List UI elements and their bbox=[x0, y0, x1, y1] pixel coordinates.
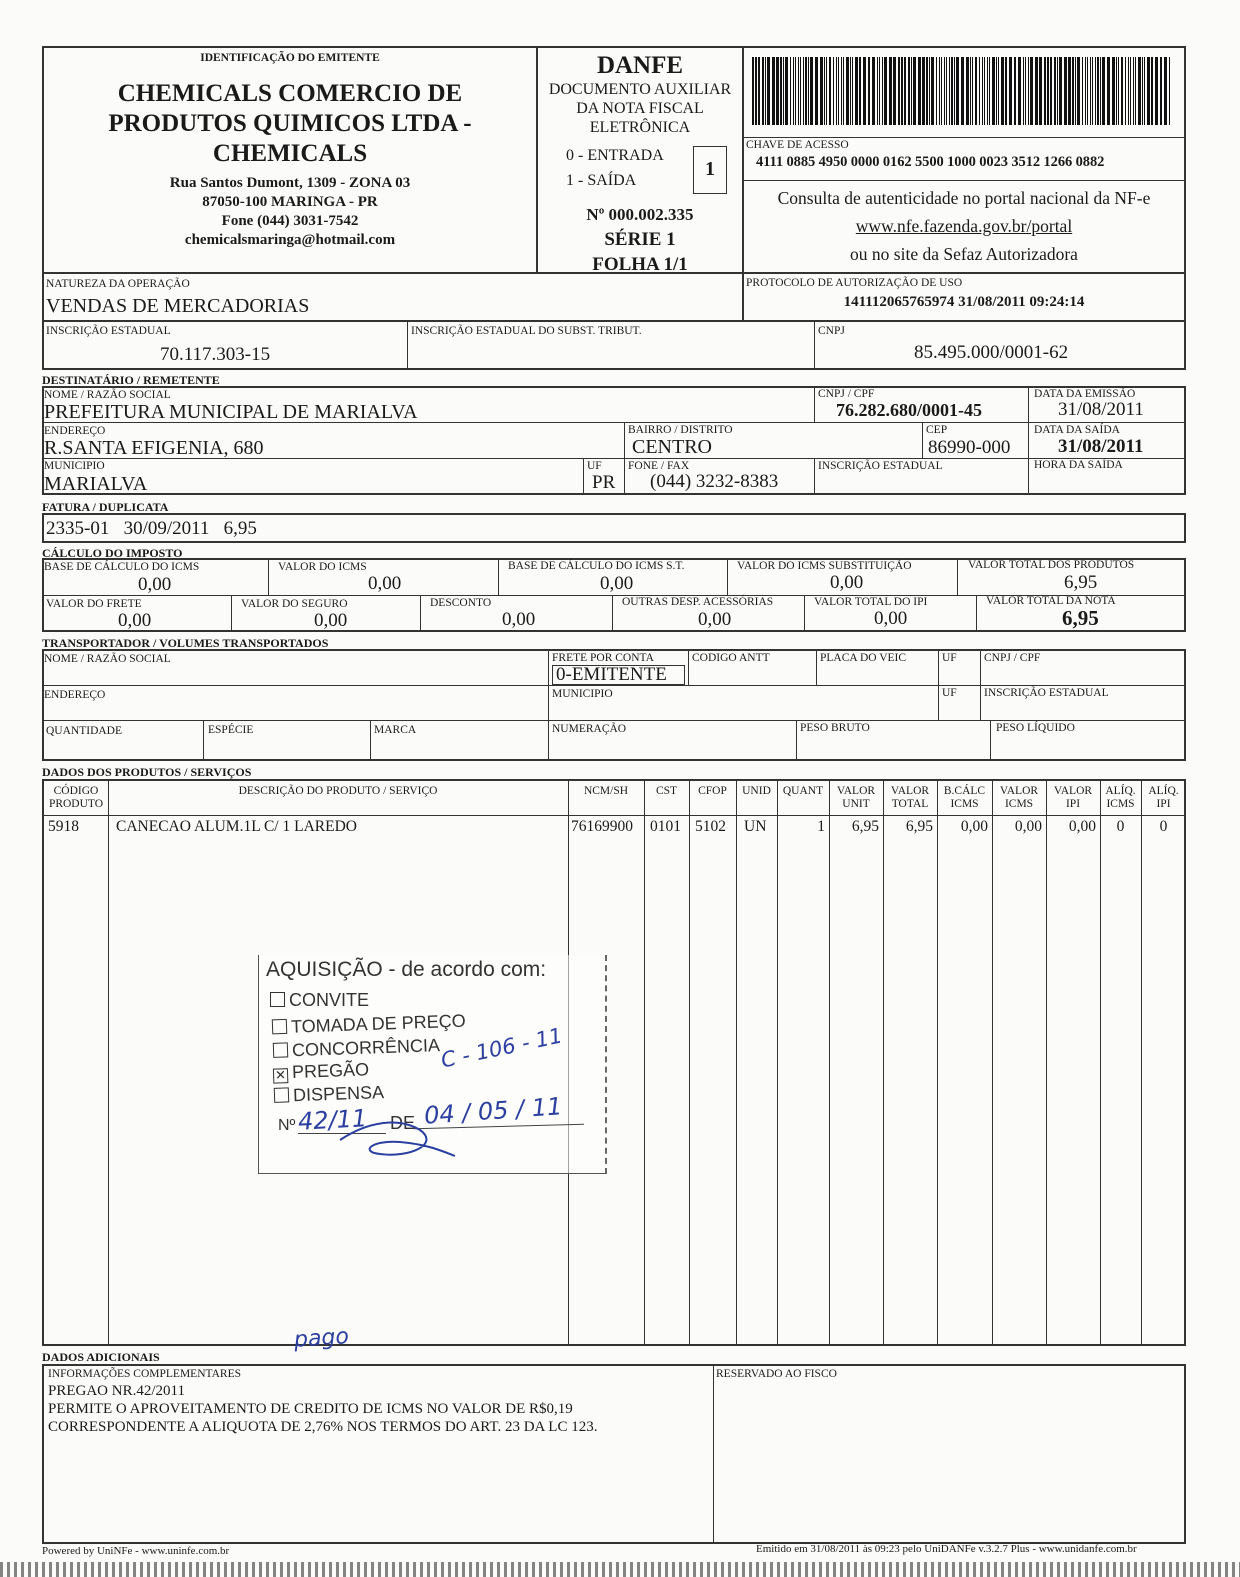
chave-consulta-2: ou no site da Sefaz Autorizadora bbox=[850, 244, 1078, 264]
barcode-bar bbox=[1030, 57, 1033, 125]
hand-note-pago: pago bbox=[293, 1324, 350, 1353]
barcode-bar bbox=[1100, 57, 1101, 125]
barcode-bar bbox=[1064, 57, 1067, 125]
barcode-bar bbox=[1087, 57, 1088, 125]
barcode-bar bbox=[772, 57, 775, 125]
barcode-bar bbox=[1059, 57, 1062, 125]
trans-marca-label: MARCA bbox=[374, 724, 417, 736]
barcode-bar bbox=[798, 57, 799, 125]
dest-hora-label: HORA DA SAÍDA bbox=[1034, 459, 1123, 471]
stamp-option-tomada: TOMADA DE PREÇO bbox=[272, 1011, 466, 1039]
cell-unid: UN bbox=[744, 818, 767, 835]
barcode-bar bbox=[931, 57, 934, 125]
barcode-bar bbox=[755, 57, 757, 125]
barcode-bar bbox=[1144, 57, 1145, 125]
barcode-bar bbox=[1025, 57, 1026, 125]
barcode-bar bbox=[961, 57, 964, 125]
cell-ncm: 76169900 bbox=[571, 818, 633, 835]
danfe-tipo-box: 1 bbox=[693, 146, 727, 194]
barcode-bar bbox=[904, 57, 906, 125]
barcode-bar bbox=[1075, 57, 1076, 125]
emitente-name-1: CHEMICALS COMERCIO DE bbox=[117, 80, 463, 107]
protocolo-label: PROTOCOLO DE AUTORIZAÇÃO DE USO bbox=[746, 277, 963, 289]
barcode-bar bbox=[972, 57, 973, 125]
outras: 0,00 bbox=[698, 609, 732, 630]
barcode-bar bbox=[979, 57, 980, 125]
barcode-bar bbox=[949, 57, 950, 125]
barcode-bar bbox=[1054, 57, 1056, 125]
ipi-label: VALOR TOTAL DO IPI bbox=[814, 596, 928, 608]
cell-valor-ipi: 0,00 bbox=[1068, 818, 1096, 835]
barcode-bar bbox=[824, 57, 825, 125]
trans-uf2-label: UF bbox=[942, 687, 957, 699]
seguro-label: VALOR DO SEGURO bbox=[241, 598, 348, 610]
total-nota: 6,95 bbox=[1062, 606, 1099, 630]
trans-quantidade-label: QUANTIDADE bbox=[46, 725, 123, 737]
trans-antt-label: CODIGO ANTT bbox=[692, 652, 770, 664]
barcode-bar bbox=[852, 57, 853, 125]
barcode-bar bbox=[893, 57, 896, 125]
barcode-bar bbox=[815, 57, 818, 125]
barcode-bar bbox=[810, 57, 813, 125]
frete: 0,00 bbox=[118, 610, 152, 631]
barcode-bar bbox=[1121, 57, 1123, 125]
col-header-unid: UNID bbox=[742, 785, 771, 797]
barcode-bar bbox=[884, 57, 887, 125]
barcode-bar bbox=[808, 57, 809, 125]
trans-uf-label: UF bbox=[942, 652, 957, 664]
barcode-bar bbox=[1050, 57, 1052, 125]
col-header-valor-ipi: VALOR IPI bbox=[1053, 785, 1093, 810]
barcode-bar bbox=[1133, 57, 1134, 125]
trans-frete-label: FRETE POR CONTA bbox=[552, 652, 654, 664]
danfe-serie: SÉRIE 1 bbox=[604, 229, 676, 250]
barcode-bar bbox=[1044, 57, 1046, 125]
barcode-bar bbox=[918, 57, 921, 125]
barcode-bar bbox=[1164, 57, 1167, 125]
total-prod: 6,95 bbox=[1064, 572, 1098, 593]
valor-icms: 0,00 bbox=[368, 573, 402, 594]
calculo-section: CÁLCULO DO IMPOSTO bbox=[42, 546, 183, 560]
barcode-bar bbox=[846, 57, 849, 125]
trans-peso-liquido-label: PESO LÍQUIDO bbox=[996, 722, 1075, 734]
dest-fone-label: FONE / FAX bbox=[628, 460, 690, 472]
natureza-value: VENDAS DE MERCADORIAS bbox=[46, 295, 310, 317]
barcode-bar bbox=[1005, 57, 1007, 125]
barcode-bar bbox=[800, 57, 801, 125]
barcode-bar bbox=[879, 57, 880, 125]
barcode-bar bbox=[776, 57, 779, 125]
dest-cep: 86990-000 bbox=[928, 437, 1011, 458]
barcode-bar bbox=[843, 57, 844, 125]
base-st-label: BASE DE CÁLCULO DO ICMS S.T. bbox=[508, 560, 685, 572]
barcode-bar bbox=[1142, 57, 1143, 125]
barcode-bar bbox=[1057, 57, 1058, 125]
barcode-bar bbox=[841, 57, 842, 125]
barcode-bar bbox=[987, 57, 988, 125]
barcode-bar bbox=[998, 57, 999, 125]
emitente-city: 87050-100 MARINGA - PR bbox=[202, 194, 378, 210]
transportador-section: TRANSPORTADOR / VOLUMES TRANSPORTADOS bbox=[42, 636, 329, 650]
dest-saida-label: DATA DA SAÍDA bbox=[1034, 424, 1120, 436]
barcode-bar bbox=[1023, 57, 1024, 125]
barcode-bar bbox=[826, 57, 827, 125]
barcode-bar bbox=[1130, 57, 1131, 125]
frete-label: VALOR DO FRETE bbox=[46, 598, 142, 610]
col-header-aliq-icms: ALÍQ. ICMS bbox=[1105, 785, 1136, 810]
cell-aliq-icms: 0 bbox=[1116, 818, 1125, 835]
dest-fone: (044) 3232-8383 bbox=[650, 471, 779, 492]
info-line-2: PERMITE O APROVEITAMENTO DE CREDITO DE ICMS NO VALOR DE R$0,19 bbox=[48, 1401, 573, 1417]
cell-codigo: 5918 bbox=[48, 818, 79, 835]
trans-frete: 0-EMITENTE bbox=[556, 664, 667, 685]
total-nota-label: VALOR TOTAL DA NOTA bbox=[986, 595, 1116, 607]
col-header-codigo: CÓDIGO PRODUTO bbox=[48, 785, 104, 810]
barcode-bar bbox=[1169, 57, 1170, 125]
cell-quant: 1 bbox=[817, 818, 825, 835]
fisco-label: RESERVADO AO FISCO bbox=[716, 1368, 837, 1380]
barcode-bar bbox=[868, 57, 870, 125]
col-header-valor-icms: VALOR ICMS bbox=[999, 785, 1039, 810]
emitente-name-2: PRODUTOS QUIMICOS LTDA - bbox=[108, 110, 472, 137]
dest-cep-label: CEP bbox=[926, 424, 948, 436]
barcode-bar bbox=[1097, 57, 1099, 125]
barcode-bar bbox=[877, 57, 878, 125]
cell-descricao: CANECAO ALUM.1L C/ 1 LAREDO bbox=[116, 818, 357, 835]
barcode-bar bbox=[767, 57, 770, 125]
dest-bairro-label: BAIRRO / DISTRITO bbox=[628, 424, 733, 436]
col-header-cfop: CFOP bbox=[698, 785, 727, 797]
ie-label: INSCRIÇÃO ESTADUAL bbox=[46, 325, 171, 337]
total-prod-label: VALOR TOTAL DOS PRODUTOS bbox=[968, 559, 1135, 571]
barcode-bar bbox=[1082, 57, 1083, 125]
barcode-bar bbox=[872, 57, 875, 125]
dest-nome: PREFEITURA MUNICIPAL DE MARIALVA bbox=[44, 401, 418, 423]
barcode-bar bbox=[1014, 57, 1016, 125]
barcode-bar bbox=[1095, 57, 1096, 125]
barcode-bar bbox=[783, 57, 784, 125]
barcode-bar bbox=[929, 57, 930, 125]
barcode-bar bbox=[1107, 57, 1110, 125]
stamp-title: AQUISIÇÃO - de acordo com: bbox=[266, 958, 547, 981]
barcode-bar bbox=[762, 57, 764, 125]
cell-bcalc-icms: 0,00 bbox=[960, 818, 988, 835]
barcode-bar bbox=[1118, 57, 1119, 125]
base-icms: 0,00 bbox=[138, 574, 172, 595]
barcode-bar bbox=[1092, 57, 1093, 125]
barcode-bar bbox=[1151, 57, 1153, 125]
dest-endereco: R.SANTA EFIGENIA, 680 bbox=[44, 437, 264, 459]
ipi: 0,00 bbox=[874, 608, 908, 629]
barcode-bar bbox=[984, 57, 985, 125]
barcode-bar bbox=[1155, 57, 1158, 125]
info-line-3: CORRESPONDENTE A ALIQUOTA DE 2,76% NOS TERMOS DO ART. 23 DA LC 123. bbox=[48, 1419, 598, 1435]
danfe-subtitle-3: ELETRÔNICA bbox=[589, 119, 691, 136]
barcode-bar bbox=[829, 57, 831, 125]
info-label: INFORMAÇÕES COMPLEMENTARES bbox=[48, 1368, 242, 1380]
fatura-value: 2335-01 30/09/2011 6,95 bbox=[46, 518, 257, 539]
dest-cnpj-label: CNPJ / CPF bbox=[818, 388, 875, 400]
icms-sub: 0,00 bbox=[830, 572, 864, 593]
barcode-bar bbox=[1001, 57, 1004, 125]
barcode-bar bbox=[898, 57, 900, 125]
danfe-folha: FOLHA 1/1 bbox=[592, 254, 688, 275]
barcode-bar bbox=[793, 57, 794, 125]
barcode-bar bbox=[790, 57, 791, 125]
stamp-hand-number: 42/11 bbox=[297, 1104, 368, 1136]
barcode-bar bbox=[939, 57, 940, 125]
barcode-bar bbox=[946, 57, 947, 125]
chave-url[interactable]: www.nfe.fazenda.gov.br/portal bbox=[855, 216, 1073, 236]
barcode-bar bbox=[1018, 57, 1021, 125]
barcode-bar bbox=[795, 57, 796, 125]
dest-endereco-label: ENDEREÇO bbox=[44, 425, 106, 437]
barcode-bar bbox=[820, 57, 823, 125]
produtos-table bbox=[42, 779, 1186, 1346]
produtos-section: DADOS DOS PRODUTOS / SERVIÇOS bbox=[42, 765, 252, 779]
natureza-label: NATUREZA DA OPERAÇÃO bbox=[46, 278, 190, 290]
desconto-label: DESCONTO bbox=[430, 597, 492, 609]
barcode-bar bbox=[901, 57, 903, 125]
cell-cst: 0101 bbox=[650, 818, 681, 835]
icms-sub-label: VALOR DO ICMS SUBSTITUIÇÃO bbox=[737, 560, 912, 572]
barcode-bar bbox=[838, 57, 839, 125]
barcode-bar bbox=[1039, 57, 1042, 125]
barcode-bar bbox=[982, 57, 983, 125]
barcode-bar bbox=[975, 57, 977, 125]
stamp-option-pregao: ✕ PREGÃO bbox=[273, 1059, 370, 1083]
barcode-bar bbox=[996, 57, 997, 125]
footer-left: Powered by UniNFe - www.uninfe.com.br bbox=[42, 1545, 230, 1557]
info-line-1: PREGAO NR.42/2011 bbox=[48, 1383, 185, 1399]
cell-valor-total: 6,95 bbox=[905, 818, 933, 835]
bottom-edge-strip bbox=[0, 1562, 1240, 1577]
barcode-bar bbox=[956, 57, 959, 125]
barcode-bar bbox=[970, 57, 971, 125]
trans-nome-label: NOME / RAZÃO SOCIAL bbox=[44, 653, 171, 665]
barcode-bar bbox=[954, 57, 955, 125]
barcode-bar bbox=[850, 57, 851, 125]
trans-municipio-label: MUNICIPIO bbox=[552, 688, 613, 700]
chave-consulta-1: Consulta de autenticidade no portal nacional da NF-e bbox=[777, 188, 1151, 208]
col-header-cst: CST bbox=[655, 785, 678, 797]
dest-uf-label: UF bbox=[587, 460, 602, 472]
col-header-valor-total: VALOR TOTAL bbox=[890, 785, 930, 810]
col-header-valor-unit: VALOR UNIT bbox=[836, 785, 876, 810]
barcode-bar bbox=[1147, 57, 1150, 125]
barcode-bar bbox=[1028, 57, 1029, 125]
desconto: 0,00 bbox=[502, 609, 536, 630]
barcode-bar bbox=[1128, 57, 1129, 125]
trans-especie-label: ESPÉCIE bbox=[208, 724, 254, 736]
footer-right: Emitido em 31/08/2011 às 09:23 pelo UniDANFe v.3.2.7 Plus - www.unidanfe.com.br bbox=[756, 1543, 1137, 1555]
chave-value: 4111 0885 4950 0000 0162 5500 1000 0023 3512 1266 0882 bbox=[756, 154, 1105, 170]
barcode-bar bbox=[859, 57, 861, 125]
emitente-phone: Fone (044) 3031-7542 bbox=[221, 213, 359, 229]
barcode-bar bbox=[1090, 57, 1091, 125]
col-header-aliq-ipi: ALÍQ. IPI bbox=[1148, 785, 1179, 810]
emitente-email: chemicalsmaringa@hotmail.com bbox=[184, 232, 396, 248]
dest-emissao-label: DATA DA EMISSÃO bbox=[1034, 388, 1136, 400]
dest-saida: 31/08/2011 bbox=[1058, 436, 1144, 457]
cell-valor-icms: 0,00 bbox=[1014, 818, 1042, 835]
adicionais-section: DADOS ADICIONAIS bbox=[42, 1350, 160, 1364]
danfe-subtitle-2: DA NOTA FISCAL bbox=[576, 100, 704, 117]
barcode-bar bbox=[1077, 57, 1080, 125]
trans-endereco-label: ENDEREÇO bbox=[44, 689, 106, 701]
barcode-bar bbox=[805, 57, 807, 125]
fatura-section: FATURA / DUPLICATA bbox=[42, 500, 169, 514]
col-header-quant: QUANT bbox=[782, 785, 824, 797]
col-header-descricao: DESCRIÇÃO DO PRODUTO / SERVIÇO bbox=[238, 785, 438, 797]
barcode-bar bbox=[922, 57, 925, 125]
barcode-bar bbox=[951, 57, 953, 125]
dest-bairro: CENTRO bbox=[632, 436, 712, 458]
danfe-entrada: 0 - ENTRADA bbox=[566, 147, 664, 164]
barcode-bar bbox=[1135, 57, 1136, 125]
protocolo-value: 141112065765974 31/08/2011 09:24:14 bbox=[843, 294, 1085, 310]
emitente-label: IDENTIFICAÇÃO DO EMITENTE bbox=[200, 52, 380, 64]
barcode-bar bbox=[833, 57, 834, 125]
barcode-bar bbox=[882, 57, 883, 125]
trans-numeracao-label: NUMERAÇÃO bbox=[552, 723, 627, 735]
cell-cfop: 5102 bbox=[695, 818, 726, 835]
adicionais-box bbox=[42, 1364, 1186, 1544]
barcode-bar bbox=[1085, 57, 1086, 125]
trans-ie-label: INSCRIÇÃO ESTADUAL bbox=[984, 687, 1109, 699]
barcode-bar bbox=[758, 57, 760, 125]
destinatario-section: DESTINATÁRIO / REMETENTE bbox=[42, 373, 220, 387]
col-header-ncm: NCM/SH bbox=[583, 785, 629, 797]
barcode-bar bbox=[1047, 57, 1049, 125]
dest-nome-label: NOME / RAZÃO SOCIAL bbox=[44, 389, 171, 401]
base-icms-label: BASE DE CÁLCULO DO ICMS bbox=[44, 561, 200, 573]
dest-cnpj: 76.282.680/0001-45 bbox=[836, 400, 982, 420]
outras-label: OUTRAS DESP. ACESSÓRIAS bbox=[622, 596, 774, 608]
stamp-option-convite: CONVITE bbox=[270, 990, 369, 1011]
barcode-bar bbox=[765, 57, 766, 125]
barcode-bar bbox=[1138, 57, 1141, 125]
barcode-bar bbox=[836, 57, 837, 125]
valor-icms-label: VALOR DO ICMS bbox=[278, 561, 367, 573]
seguro: 0,00 bbox=[314, 610, 348, 631]
emitente-address: Rua Santos Dumont, 1309 - ZONA 03 bbox=[169, 175, 411, 191]
barcode-bar bbox=[911, 57, 912, 125]
stamp-option-concorrencia: CONCORRÊNCIA bbox=[273, 1035, 441, 1062]
dest-uf: PR bbox=[592, 472, 616, 493]
danfe-title: DANFE bbox=[596, 52, 684, 79]
stamp-no-prefix: Nº bbox=[278, 1117, 296, 1134]
barcode bbox=[752, 57, 1172, 125]
dest-municipio-label: MUNICIPIO bbox=[44, 460, 105, 472]
barcode-bar bbox=[1009, 57, 1012, 125]
barcode-bar bbox=[855, 57, 858, 125]
chave-label: CHAVE DE ACESSO bbox=[746, 139, 849, 151]
barcode-bar bbox=[1160, 57, 1162, 125]
base-st: 0,00 bbox=[600, 573, 634, 594]
barcode-bar bbox=[926, 57, 928, 125]
ie-value: 70.117.303-15 bbox=[160, 344, 271, 365]
signature-scribble bbox=[330, 1110, 460, 1170]
stamp-de-label: DE bbox=[390, 1113, 416, 1133]
trans-peso-bruto-label: PESO BRUTO bbox=[800, 722, 870, 734]
barcode-bar bbox=[1112, 57, 1115, 125]
danfe-saida: 1 - SAÍDA bbox=[566, 172, 637, 189]
barcode-bar bbox=[803, 57, 804, 125]
barcode-bar bbox=[908, 57, 910, 125]
trans-placa-label: PLACA DO VEIC bbox=[820, 652, 907, 664]
checked-box-icon: ✕ bbox=[273, 1068, 289, 1084]
trans-cnpj-label: CNPJ / CPF bbox=[984, 652, 1041, 664]
barcode-bar bbox=[1068, 57, 1071, 125]
barcode-bar bbox=[785, 57, 788, 125]
barcode-bar bbox=[752, 57, 754, 125]
cnpj-value: 85.495.000/0001-62 bbox=[914, 342, 1069, 363]
cell-valor-unit: 6,95 bbox=[851, 818, 879, 835]
cnpj-label: CNPJ bbox=[818, 325, 845, 337]
stamp-hand-date: 04 / 05 / 11 bbox=[423, 1092, 564, 1130]
barcode-bar bbox=[944, 57, 945, 125]
barcode-bar bbox=[1125, 57, 1126, 125]
barcode-bar bbox=[780, 57, 782, 125]
barcode-bar bbox=[989, 57, 990, 125]
barcode-bar bbox=[936, 57, 937, 125]
ie-st-label: INSCRIÇÃO ESTADUAL DO SUBST. TRIBUT. bbox=[411, 325, 642, 337]
barcode-bar bbox=[992, 57, 995, 125]
danfe-numero: Nº 000.002.335 bbox=[586, 205, 694, 224]
barcode-bar bbox=[1035, 57, 1038, 125]
stamp-option-dispensa: DISPENSA bbox=[274, 1082, 385, 1107]
barcode-bar bbox=[1116, 57, 1117, 125]
barcode-bar bbox=[863, 57, 866, 125]
emitente-name-3: CHEMICALS bbox=[212, 140, 368, 167]
dest-emissao: 31/08/2011 bbox=[1058, 399, 1144, 420]
col-header-bcalc-icms: B.CÁLC ICMS bbox=[943, 785, 986, 810]
barcode-bar bbox=[889, 57, 892, 125]
barcode-bar bbox=[1102, 57, 1105, 125]
barcode-bar bbox=[1072, 57, 1074, 125]
stamp-hand-code: C - 106 - 11 bbox=[438, 1023, 565, 1073]
barcode-bar bbox=[913, 57, 916, 125]
dest-municipio: MARIALVA bbox=[44, 473, 148, 495]
cell-aliq-ipi: 0 bbox=[1159, 818, 1168, 835]
danfe-subtitle-1: DOCUMENTO AUXILIAR bbox=[548, 81, 732, 98]
barcode-bar bbox=[941, 57, 942, 125]
barcode-bar bbox=[966, 57, 969, 125]
dest-ie-label: INSCRIÇÃO ESTADUAL bbox=[818, 460, 943, 472]
